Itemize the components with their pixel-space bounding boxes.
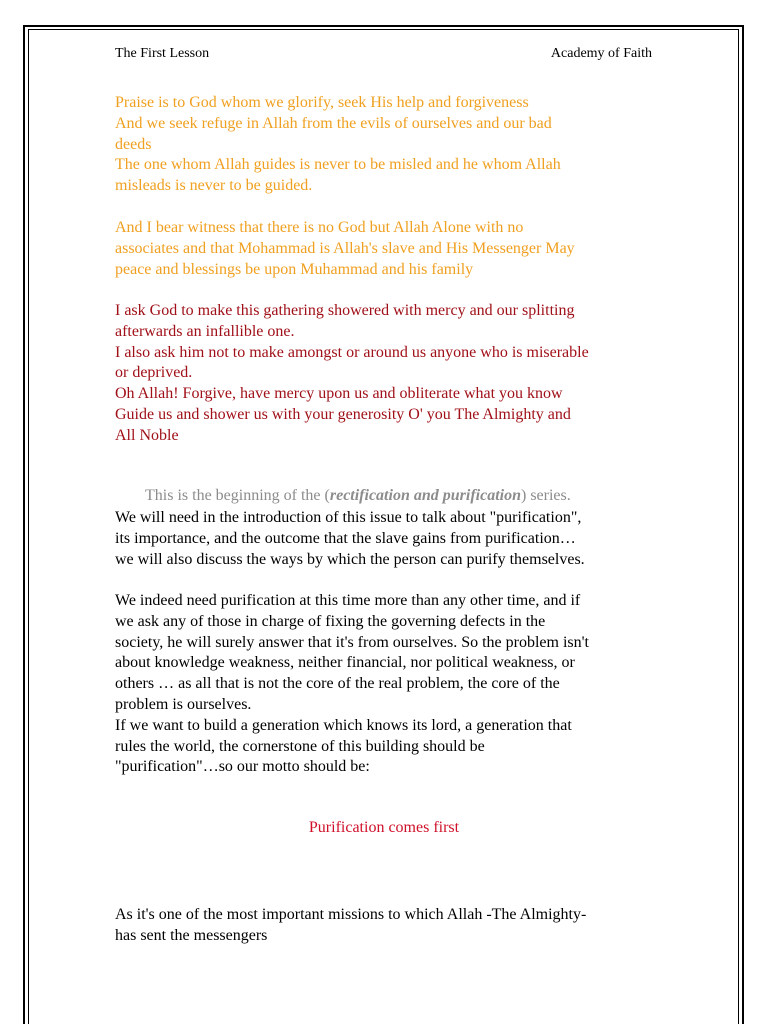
closing-paragraph	[115, 905, 655, 947]
prayer-line: Oh Allah! Forgive, have mercy upon us and obliterate what you know	[115, 385, 563, 403]
paragraph-line: "purification"…so our motto should be:	[115, 758, 370, 776]
paragraph-line: As it's one of the most important missions to which Allah -The Almighty-	[115, 906, 587, 923]
header-lesson-title: The First Lesson	[115, 46, 210, 61]
paragraph-line: rules the world, the cornerstone of this building should be	[115, 737, 485, 755]
paragraph-line: about knowledge weakness, neither financial, nor political weakness, or	[115, 654, 575, 672]
paragraph-line: problem is ourselves.	[115, 695, 252, 713]
paragraph-line: We will need in the introduction of this issue to talk about "purification",	[115, 509, 582, 526]
series-suffix: ) series.	[520, 487, 571, 504]
witness-line: And I bear witness that there is no God but Allah Alone with no	[115, 219, 524, 236]
prayer-line: or deprived.	[115, 364, 193, 382]
paragraph-line: we ask any of those in charge of fixing the governing defects in the	[115, 612, 546, 630]
praise-line: And we seek refuge in Allah from the evils of ourselves and our bad	[115, 114, 552, 132]
prayer-line: I also ask him not to make amongst or around us anyone who is miserable	[115, 343, 589, 361]
series-title: rectification and purification	[329, 487, 521, 504]
prayer-line: Guide us and shower us with your generosity O' you The Almighty and	[115, 405, 571, 423]
paragraph-line: we will also discuss the ways by which the person can purify themselves.	[115, 550, 585, 568]
opening-praise	[115, 93, 655, 197]
header-academy-name: Academy of Faith	[550, 46, 652, 61]
bearing-witness	[115, 218, 655, 280]
paragraph-line: If we want to build a generation which knows its lord, a generation that	[115, 716, 572, 734]
praise-line: Praise is to God whom we glorify, seek His help and forgiveness	[115, 94, 529, 111]
paragraph-line: its importance, and the outcome that the slave gains from purification…	[115, 529, 576, 547]
paragraph-line: society, he will surely answer that it's from ourselves. So the problem isn't	[115, 633, 589, 651]
praise-line: misleads is never to be guided.	[115, 177, 313, 195]
prayer-line: All Noble	[115, 426, 179, 444]
prayer-line: I ask God to make this gathering showered with mercy and our splitting	[115, 302, 575, 319]
page-header	[115, 46, 652, 62]
witness-line: peace and blessings be upon Muhammad and his family	[115, 260, 474, 278]
witness-line: associates and that Mohammad is Allah's slave and His Messenger May	[115, 239, 575, 257]
praise-line: deeds	[115, 135, 152, 153]
main-paragraph	[115, 591, 655, 778]
paragraph-line: others … as all that is not the core of the real problem, the core of the	[115, 675, 560, 693]
motto-heading: Purification comes first	[308, 819, 460, 836]
opening-prayer	[115, 301, 655, 447]
praise-line: The one whom Allah guides is never to be misled and he whom Allah	[115, 156, 561, 174]
paragraph-line: has sent the messengers	[115, 926, 268, 944]
introduction-paragraph	[115, 508, 655, 570]
series-prefix: This is the beginning of the (	[145, 487, 330, 504]
series-intro	[145, 487, 571, 505]
paragraph-line: We indeed need purification at this time more than any other time, and if	[115, 592, 581, 609]
prayer-line: afterwards an infallible one.	[115, 322, 295, 340]
